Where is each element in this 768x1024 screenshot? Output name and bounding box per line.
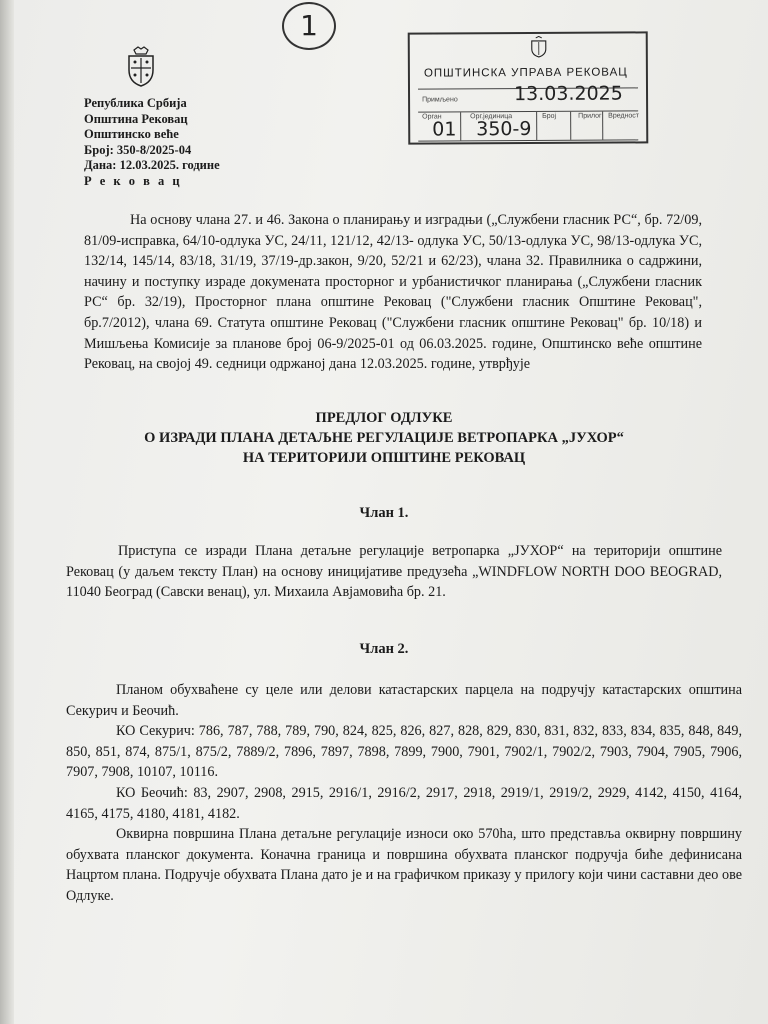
coat-of-arms-icon — [124, 46, 158, 88]
header-place: Р е к о в а ц — [84, 173, 183, 188]
article-2-area: Оквирна површина Плана детаљне регулације износи око 570ha, што представља оквирну површину обухвата планског документа. Коначна граница и површина обухвата планског подручја биће дефинисана Нацртом плана. Подручје обухвата Плана дато је и на графичком приказу у прилогу који чини саставни део ове Одлуке. — [66, 826, 742, 904]
stamp-received-row — [418, 82, 638, 112]
stamp-col-label: Орган — [422, 113, 442, 121]
article-2-heading: Члан 2. — [359, 641, 409, 657]
article-1-text: Приступа се изради Плана детаљне регулације ветропарка „ЈУХОР“ на територији општине Рековац (у даљем тексту План) на основу иницијативе предузећа „WINDFLOW NORTH DOO BEOGRAD, 11040 Београд (Савски венац), ул. Михаила Авјамовића бр. 21. — [66, 543, 722, 601]
issuer-header — [84, 96, 220, 189]
article-2-body — [66, 680, 742, 907]
stamp-col-label: Вредност — [608, 112, 640, 120]
stamp-col-label: Прилог — [578, 112, 602, 120]
article-2-parcels-sekurich: КО Секурич: 786, 787, 788, 789, 790, 824, 825, 826, 827, 828, 829, 830, 831, 832, 833, 834, 835, 848, 849, 850, 851, 874, 875/1, 875/2, 7889/2, 7896, 7897, 7898, 7899, 7900, 7901, 7902/1, 7902/2, 7903, 7904, 7905, 7906, 7907, 7908, 10107, 10116. — [66, 723, 742, 781]
stamp-col-label: Орг.јединица — [470, 113, 513, 121]
preamble-paragraph — [84, 210, 702, 375]
stamp-col-label: Број — [542, 112, 557, 120]
title-line: НА ТЕРИТОРИЈИ ОПШТИНЕ РЕКОВАЦ — [242, 450, 526, 466]
title-line: О ИЗРАДИ ПЛАНА ДЕТАЉНЕ РЕГУЛАЦИЈЕ ВЕТРОПАРКА „ЈУХОР“ — [144, 430, 624, 446]
article-2-intro: Планом обухваћене су целе или делови катастарских парцела на подручју катастарских општина Секурич и Беочић. — [66, 682, 742, 719]
document-date: Дана: 12.03.2025. године — [84, 158, 220, 172]
stamp-registry-number: 350-9 — [476, 117, 532, 141]
header-line: Општинско веће — [84, 127, 179, 141]
preamble-text: На основу члана 27. и 46. Закона о планирању и изградњи („Службени гласник РС“, бр. 72/09, 81/09-исправка, 64/10-одлука УС, 24/11, 121/12, 42/13- одлука УС, 50/13-одлука УС, 98/13-одлука УС, 132/14, 145/14, 83/18, 31/19, 37/19-др.закон, 9/20, 52/21 и 62/23), члана 32. Правилника о садржини, начину и поступку израде докумената просторног и урбанистичког планирања („Службени гласник РС“ бр. 32/19), Просторног плана општине Рековац ("Службени гласник Општине Рековац", бр.7/2012), члана 69. Статута општине Рековац ("Службени гласник општине Рековац" бр. 10/18) и Мишљења Комисије за планове број 06-9/2025-01 од 06.03.2025. године, Општинско веће општине Рековац, на својој 49. седници одржаној дана 12.03.2025. године, утврђује — [84, 212, 702, 373]
article-1-heading: Члан 1. — [359, 505, 409, 521]
handwritten-page-number: 1 — [282, 2, 336, 50]
stamp-received-label: Примљено — [422, 96, 458, 104]
title-line: ПРЕДЛОГ ОДЛУКЕ — [315, 410, 453, 426]
stamp-grid — [418, 111, 638, 141]
header-line: Република Србија — [84, 96, 187, 110]
stamp-organ-code: 01 — [432, 118, 457, 141]
stamp-received-date: 13.03.2025 — [513, 82, 623, 106]
decision-title — [0, 408, 768, 468]
stamp-crest-icon — [530, 36, 548, 58]
header-line: Општина Рековац — [84, 111, 188, 126]
document-number: Број: 350-8/2025-04 — [84, 142, 192, 157]
article-1-body — [66, 541, 722, 603]
registry-stamp — [408, 31, 649, 144]
stamp-office-name: ОПШТИНСКА УПРАВА РЕКОВАЦ — [423, 66, 628, 80]
article-2-parcels-beocic: КО Беочић: 83, 2907, 2908, 2915, 2916/1, 2916/2, 2917, 2918, 2919/1, 2919/2, 2929, 4142, 4150, 4164, 4165, 4175, 4180, 4181, 4182. — [66, 784, 742, 822]
